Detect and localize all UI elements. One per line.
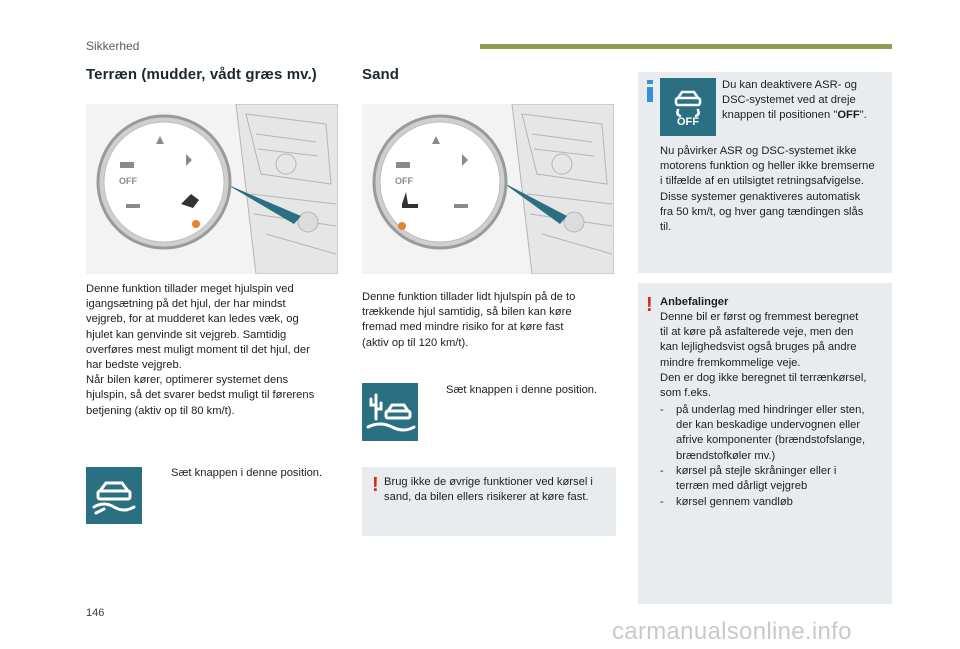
info-icon [644, 80, 656, 102]
list-item [660, 495, 892, 511]
terrain-title: Terræn (mudder, vådt græs mv.) [86, 66, 317, 83]
sand-description: Denne funktion tillader lidt hjulspin på de to trækkende hjul samtidig, så bilen kan køre fremad med mindre risiko for at køre fast (aktiv op til 120 km/t). [362, 291, 576, 349]
terrain-instruction: Sæt knappen i denne position. [171, 467, 323, 479]
sand-dial-photo [362, 104, 614, 274]
asr-off-icon [660, 78, 716, 136]
sand-warning-box [362, 467, 616, 536]
list-item [660, 464, 892, 495]
header-rule [480, 44, 892, 49]
list-item-text: kørsel på stejle skråninger eller i terræn med dårligt vejgreb [676, 465, 837, 493]
info-box [638, 72, 892, 273]
list-item-text: kørsel gennem vandløb [676, 496, 793, 508]
info-intro-pre: Du kan deaktivere ASR- og DSC-systemet ved at dreje knappen til positionen " [722, 79, 857, 122]
warning-icon: ! [372, 474, 379, 496]
list-dash: - [660, 404, 664, 416]
terrain-dial-photo [86, 104, 338, 274]
info-intro-off: OFF [837, 109, 860, 122]
recommendation-box [638, 283, 892, 604]
list-item-text: på underlag med hindringer eller sten, der kan beskadige undervognen eller afrive komponenter (brændstofslange, brændstofkøler mv.) [676, 404, 866, 462]
section-label: Sikkerhed [86, 39, 140, 53]
warning-icon: ! [646, 294, 653, 316]
sand-title: Sand [362, 66, 400, 83]
recommendation-title: Anbefalinger [660, 296, 729, 308]
watermark: carmanualsonline.info [612, 618, 852, 645]
sand-cactus-icon [362, 383, 418, 441]
list-item [660, 403, 892, 464]
terrain-description: Denne funktion tillader meget hjulspin ved igangsætning på det hjul, der har mindst vejgreb, for at mudderet kan ledes væk, og hjulet kan genvinde sit vejgreb. Samtidig overføres mest muligt moment til det hjul, der har bedste vejgreb. Når bilen kører, optimerer systemet dens hjulspin, så det svarer bedst muligt til førerens betjening (aktiv op til 80 km/t). [86, 283, 315, 417]
asr-off-label: OFF [677, 116, 699, 128]
info-intro-post: ". [859, 109, 867, 122]
dial-off-label: OFF [395, 176, 413, 186]
list-dash: - [660, 465, 664, 477]
sand-dial-illustration [362, 104, 614, 274]
sand-instruction: Sæt knappen i denne position. [446, 384, 598, 396]
page-number: 146 [86, 607, 105, 619]
info-intro [722, 78, 890, 124]
mud-terrain-icon [86, 467, 142, 524]
sand-warning-text: Brug ikke de øvrige funktioner ved kørsel i sand, da bilen ellers risikerer at køre fast. [384, 476, 593, 504]
dial-off-label: OFF [119, 176, 137, 186]
recommendation-body: Denne bil er først og fremmest beregnet til at køre på asfalterede veje, men den kan lejlighedsvist også bruges på andre mindre fremkommelige veje. Den er dog ikke beregnet til terrænkørsel, som f.eks. [660, 311, 867, 400]
terrain-dial-illustration [86, 104, 338, 274]
info-body: Nu påvirker ASR og DSC-systemet ikke motorens funktion og heller ikke bremserne i tilfælde af en utilsigtet retningsafvigelse. Disse systemer genaktiveres automatisk fra 50 km/t, og hver gang tændingen slås til. [660, 145, 875, 234]
list-dash: - [660, 496, 664, 508]
recommendation-list [660, 403, 892, 511]
